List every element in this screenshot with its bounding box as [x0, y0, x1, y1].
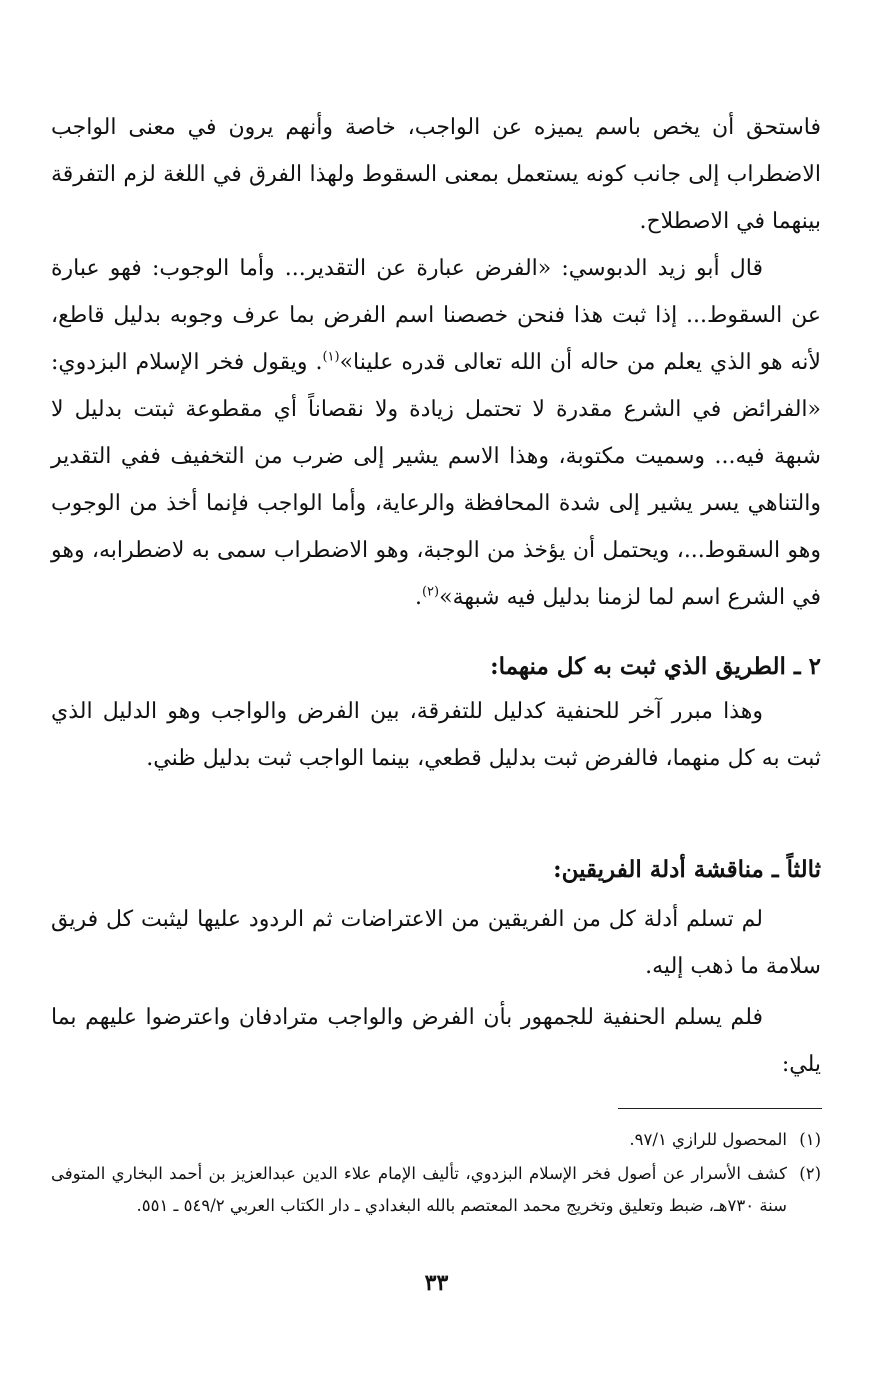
paragraph-2: [51, 245, 821, 621]
footnote-1-number: (١): [799, 1130, 821, 1149]
paragraph-2-part-c: .: [414, 585, 422, 610]
section-heading-2: ٢ ـ الطريق الذي ثبت به كل منهما:: [490, 653, 821, 680]
page-number: ٣٣: [424, 1270, 449, 1296]
footnote-2-number: (٢): [799, 1164, 821, 1183]
paragraph-1: فاستحق أن يخص باسم يميزه عن الواجب، خاصة وأنهم يرون في معنى الواجب الاضطراب إلى جانب كونه يستعمل بمعنى السقوط ولهذا الفرق في اللغة لزم التفرقة بينهما في الاصطلاح.: [51, 115, 821, 234]
section-heading-3: ثالثاً ـ مناقشة أدلة الفريقين:: [553, 856, 821, 883]
footnote-2: [51, 1158, 821, 1222]
paragraph-3: وهذا مبرر آخر للحنفية كدليل للتفرقة، بين الفرض والواجب وهو الدليل الذي ثبت به كل منهما، فالفرض ثبت بدليل قطعي، بينما الواجب ثبت بدليل ظني.: [51, 699, 821, 771]
footnote-ref-2[interactable]: (٢): [421, 584, 440, 600]
footnote-1: [51, 1124, 821, 1156]
paragraph-2-part-b: . ويقول فخر الإسلام البزدوي: «الفرائض في الشرع مقدرة لا تحتمل زيادة ولا نقصاناً أي مقطوعة ثبتت بدليل لا شبهة فيه... وسميت مكتوبة، وهذا الاسم يشير إلى ضرب من التخفيف ففي التقدير والتناهي يسر يشير إلى شدة المحافظة والرعاية، وأما الواجب فإنما أخذ من الوجوب وهو السقوط...، ويحتمل أن يؤخذ من الوجبة، وهو الاضطراب سمى به لاضطرابه، وهو في الشرع اسم لما لزمنا بدليل فيه شبهة»: [51, 350, 821, 610]
footnote-ref-1[interactable]: (١): [322, 349, 340, 365]
paragraph-2-part-a: قال أبو زيد الدبوسي: «الفرض عبارة عن التقدير... وأما الوجوب: فهو عبارة عن السقوط... إذا ثبت هذا فنحن خصصنا اسم الفرض بما عرف وجوبه بدليل قاطع، لأنه هو الذي يعلم من حاله أن الله تعالى قدره علينا»: [51, 256, 821, 375]
footnote-1-text: المحصول للرازي ٩٧/١.: [629, 1130, 787, 1149]
footnote-2-text: كشف الأسرار عن أصول فخر الإسلام البزدوي، تأليف الإمام علاء الدين عبدالعزيز بن أحمد البخاري المتوفى سنة ٧٣٠هـ، ضبط وتعليق وتخريج محمد المعتصم بالله البغدادي ـ دار الكتاب العربي ٥٤٩/٢ ـ ٥٥١.: [51, 1164, 787, 1215]
footnote-separator: [618, 1108, 822, 1109]
paragraph-4: لم تسلم أدلة كل من الفريقين من الاعتراضات ثم الردود عليها ليثبت كل فريق سلامة ما ذهب إليه.: [51, 907, 821, 979]
paragraph-5: فلم يسلم الحنفية للجمهور بأن الفرض والواجب مترادفان واعترضوا عليهم بما يلي:: [51, 1005, 821, 1077]
